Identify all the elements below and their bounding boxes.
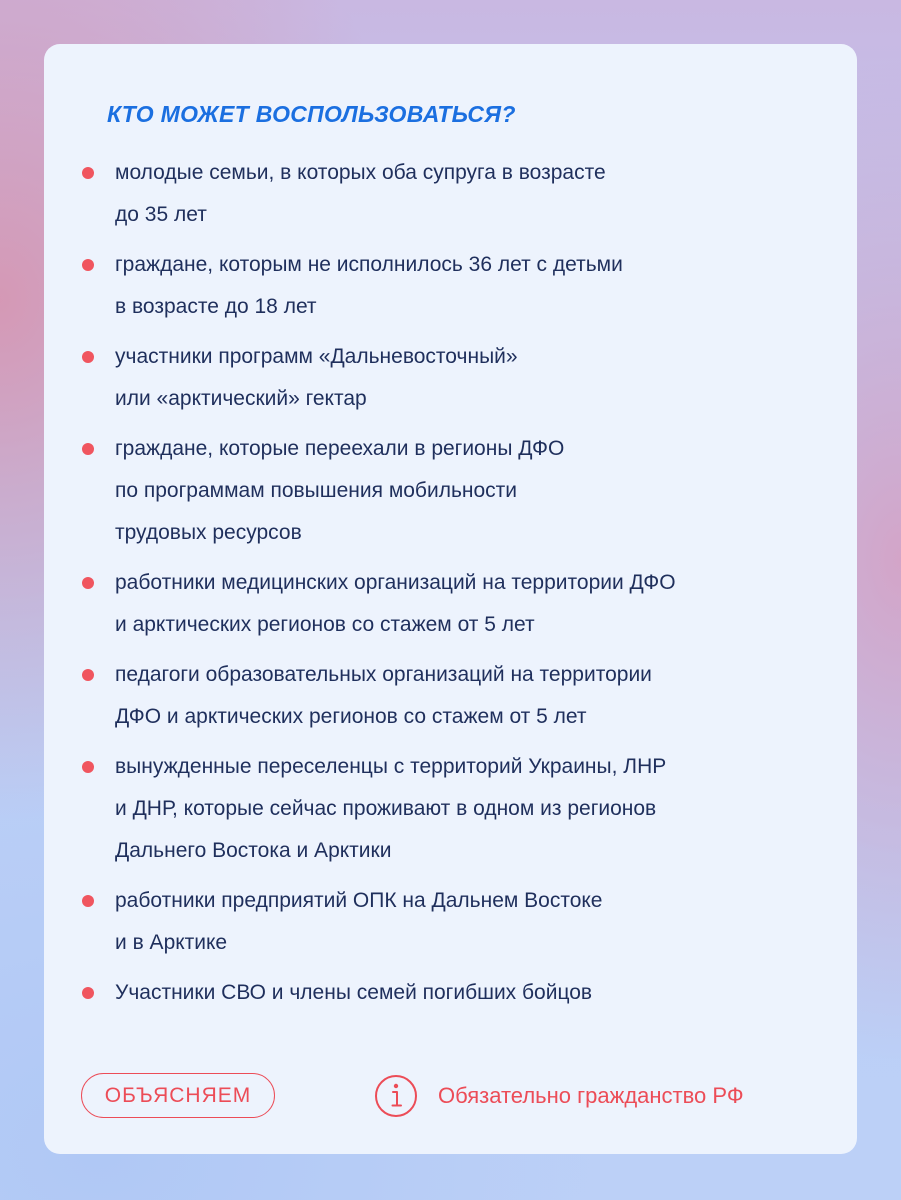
list-item-text: педагоги образовательных организаций на территории (115, 663, 652, 686)
list-item-text: молодые семьи, в которых оба супруга в возрасте (115, 161, 606, 184)
list-item-text: и ДНР, которые сейчас проживают в одном из регионов (115, 797, 657, 820)
list-item-text: трудовых ресурсов (115, 521, 302, 544)
bullet-icon (82, 761, 94, 773)
list-item-text: Участники СВО и члены семей погибших бойцов (115, 981, 593, 1004)
list-item-text: до 35 лет (115, 203, 207, 226)
bullet-icon (82, 351, 94, 363)
list-item-text: граждане, которые переехали в регионы ДФО (115, 437, 565, 460)
list-item-text: в возрасте до 18 лет (115, 295, 317, 318)
eligibility-list (80, 152, 840, 1022)
list-item (80, 972, 840, 1014)
list-item-text: или «арктический» гектар (115, 387, 367, 410)
citizenship-note (374, 1073, 744, 1118)
bullet-icon (82, 669, 94, 681)
list-item (80, 746, 840, 872)
list-item (80, 562, 840, 646)
list-item-text: граждане, которым не исполнилось 36 лет с детьми (115, 253, 623, 276)
list-item (80, 880, 840, 964)
list-item-text: вынужденные переселенцы с территорий Украины, ЛНР (115, 755, 667, 778)
bullet-icon (82, 443, 94, 455)
list-item-text: и в Арктике (115, 931, 228, 954)
list-item-text: участники программ «Дальневосточный» (115, 345, 518, 368)
bullet-icon (82, 895, 94, 907)
list-item (80, 428, 840, 554)
list-item-text: Дальнего Востока и Арктики (115, 839, 392, 862)
list-item-text: ДФО и арктических регионов со стажем от 5 лет (115, 705, 587, 728)
bullet-icon (82, 577, 94, 589)
list-item (80, 654, 840, 738)
list-item (80, 244, 840, 328)
list-item-text: работники медицинских организаций на территории ДФО (115, 571, 676, 594)
citizenship-note-text: Обязательно гражданство РФ (438, 1082, 744, 1108)
info-circle-icon (374, 1074, 418, 1118)
explain-badge: ОБЪЯСНЯЕМ (81, 1073, 275, 1118)
list-item-text: работники предприятий ОПК на Дальнем Востоке (115, 889, 603, 912)
bullet-icon (82, 259, 94, 271)
list-item-text: по программам повышения мобильности (115, 479, 518, 502)
bullet-icon (82, 167, 94, 179)
bullet-icon (82, 987, 94, 999)
card-title: КТО МОЖЕТ ВОСПОЛЬЗОВАТЬСЯ? (107, 101, 516, 127)
list-item-text: и арктических регионов со стажем от 5 лет (115, 613, 535, 636)
info-card (44, 44, 857, 1154)
list-item (80, 152, 840, 236)
list-item (80, 336, 840, 420)
